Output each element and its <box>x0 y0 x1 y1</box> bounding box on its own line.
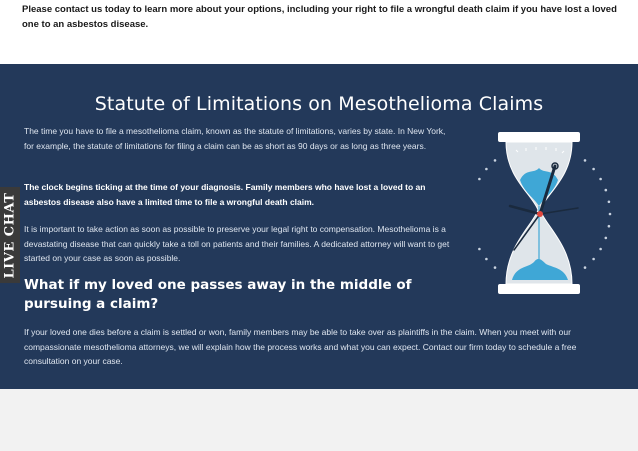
paragraph-family-plaintiffs: If your loved one dies before a claim is settled or won, family members may be able to take over as plaintiffs in the claim. When you meet with our compassionate mesothelioma attorneys, we will explain how the process works and what you can expect. Contact our firm today to schedule a free consultation on your case. <box>24 327 577 366</box>
section-title: Statute of Limitations on Mesothelioma Claims <box>94 93 544 115</box>
clock-dot <box>609 213 612 216</box>
clock-dot <box>592 168 595 171</box>
live-chat-label: LIVE CHAT <box>2 192 18 278</box>
clock-dot <box>494 266 497 269</box>
clock-dot <box>592 258 595 261</box>
clock-dot <box>478 178 481 181</box>
clock-dot <box>605 189 608 192</box>
clock-dot <box>494 159 497 162</box>
clock-dot <box>584 266 587 269</box>
paragraph-take-action: It is important to take action as soon as possible to preserve your legal right to compensation. Mesothelioma is a devastating disease that can quickly take a toll on patients and their families. A dedicated attorney will want to get started on your case as soon as possible. <box>24 224 450 263</box>
clock-dot <box>608 201 611 204</box>
paragraph-statute-intro: The time you have to file a mesothelioma claim, known as the statute of limitations, varies by state. In New York, for example, the statute of limitations for filing a claim can be as short as 90 days or as long as three years. <box>24 126 446 151</box>
clock-dot <box>599 178 602 181</box>
clock-dot <box>485 168 488 171</box>
live-chat-button[interactable] <box>0 187 20 283</box>
clock-dot <box>608 225 611 228</box>
clock-dot <box>599 248 602 251</box>
clock-dot <box>485 258 488 261</box>
subheading-loved-one-passes: What if my loved one passes away in the middle of pursuing a claim? <box>24 277 412 312</box>
hourglass-clock-icon <box>476 128 624 304</box>
top-note: Please contact us today to learn more about your options, including your right to file a wrongful death claim if you have lost a loved one to an asbestos disease. <box>22 4 617 30</box>
clock-dot <box>584 159 587 162</box>
bottom-bar <box>0 389 638 451</box>
clock-dot <box>478 248 481 251</box>
paragraph-clock-begins: The clock begins ticking at the time of your diagnosis. Family members who have lost a loved to an asbestos disease also have a limited time to file a wrongful death claim. <box>24 182 426 207</box>
clock-dot <box>605 237 608 240</box>
